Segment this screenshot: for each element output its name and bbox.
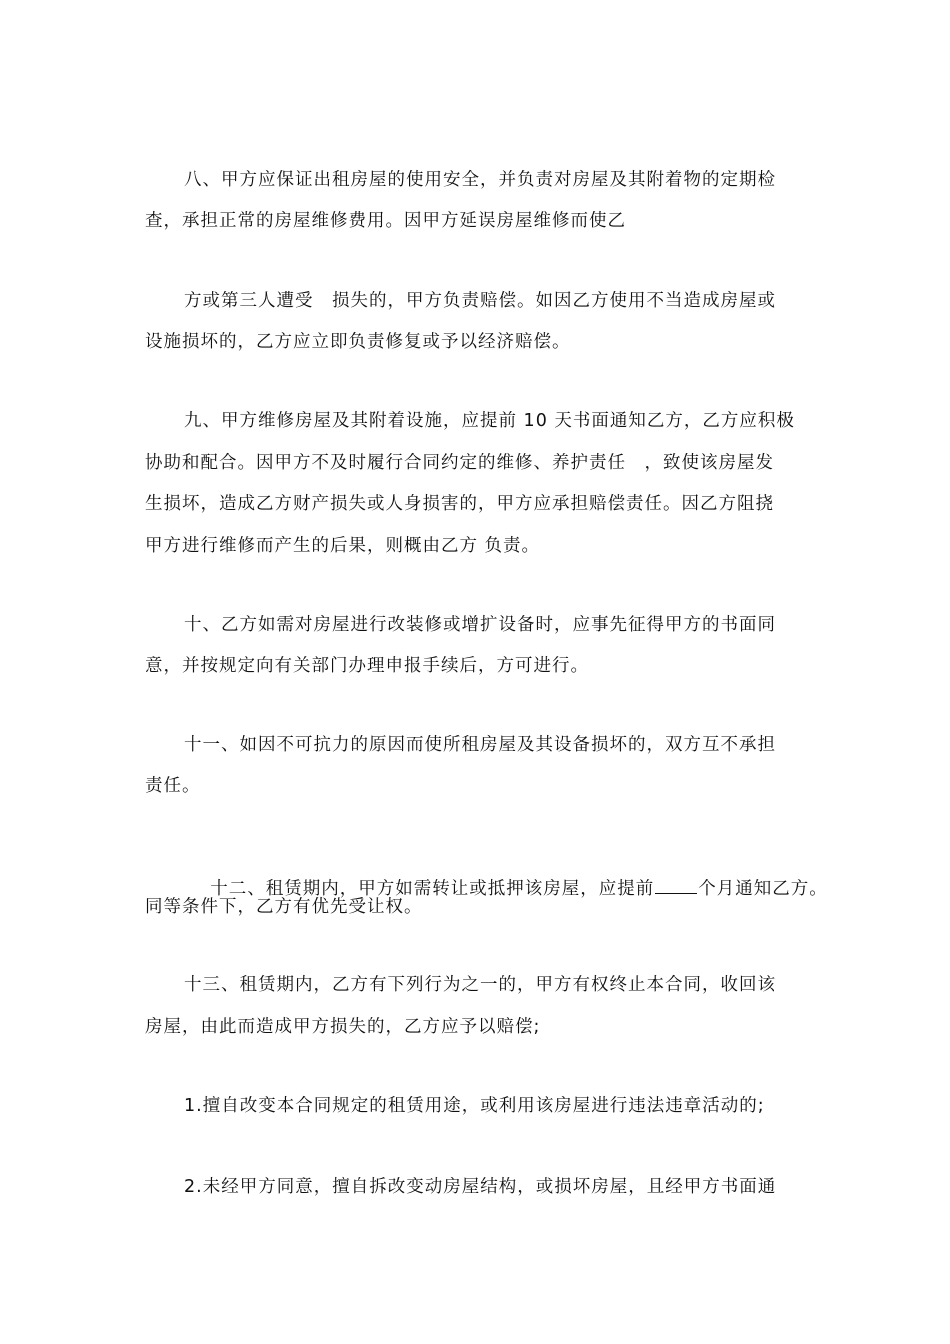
clause-8-line-1: 八、甲方应保证出租房屋的使用安全，并负责对房屋及其附着物的定期检 — [184, 170, 776, 190]
clause-9-line-3: 生损坏，造成乙方财产损失或人身损害的，甲方应承担赔偿责任。因乙方阻挠 — [145, 494, 774, 514]
clause-9-line-2: 协助和配合。因甲方不及时履行合同约定的维修、养护责任 ，致使该房屋发 — [145, 453, 774, 473]
clause-11-line-2: 责任。 — [145, 776, 201, 796]
clause-13-line-2: 房屋，由此而造成甲方损失的，乙方应予以赔偿; — [145, 1017, 541, 1037]
clause-12-text-before-blank: 十二、租赁期内，甲方如需转让或抵押该房屋，应提前 — [210, 879, 655, 899]
clause-10-line-1: 十、乙方如需对房屋进行改装修或增扩设备时，应事先征得甲方的书面同 — [184, 615, 776, 635]
months-blank-field[interactable] — [655, 877, 697, 894]
clause-9-line-4: 甲方进行维修而产生的后果，则概由乙方 负责。 — [145, 536, 541, 556]
clause-13-line-1: 十三、租赁期内，乙方有下列行为之一的，甲方有权终止本合同，收回该 — [184, 975, 776, 995]
clause-12-line-2: 同等条件下，乙方有优先受让权。 — [145, 897, 423, 917]
clause-12-text-after-blank: 个月通知乙方。 — [698, 879, 828, 899]
clause-8b-line-1: 方或第三人遭受 损失的，甲方负责赔偿。如因乙方使用不当造成房屋或 — [184, 291, 776, 311]
item-1-line: 1.擅自改变本合同规定的租赁用途，或利用该房屋进行违法违章活动的; — [184, 1096, 765, 1116]
clause-11-line-1: 十一、如因不可抗力的原因而使所租房屋及其设备损坏的，双方互不承担 — [184, 735, 776, 755]
clause-9-line-1: 九、甲方维修房屋及其附着设施，应提前 10 天书面通知乙方，乙方应积极 — [184, 411, 795, 431]
clause-8-line-2: 查，承担正常的房屋维修费用。因甲方延误房屋维修而使乙 — [145, 211, 626, 231]
item-2-line: 2.未经甲方同意，擅自拆改变动房屋结构，或损坏房屋，且经甲方书面通 — [184, 1177, 777, 1197]
clause-10-line-2: 意，并按规定向有关部门办理申报手续后，方可进行。 — [145, 656, 589, 676]
clause-8b-line-2: 设施损坏的，乙方应立即负责修复或予以经济赔偿。 — [145, 332, 571, 352]
